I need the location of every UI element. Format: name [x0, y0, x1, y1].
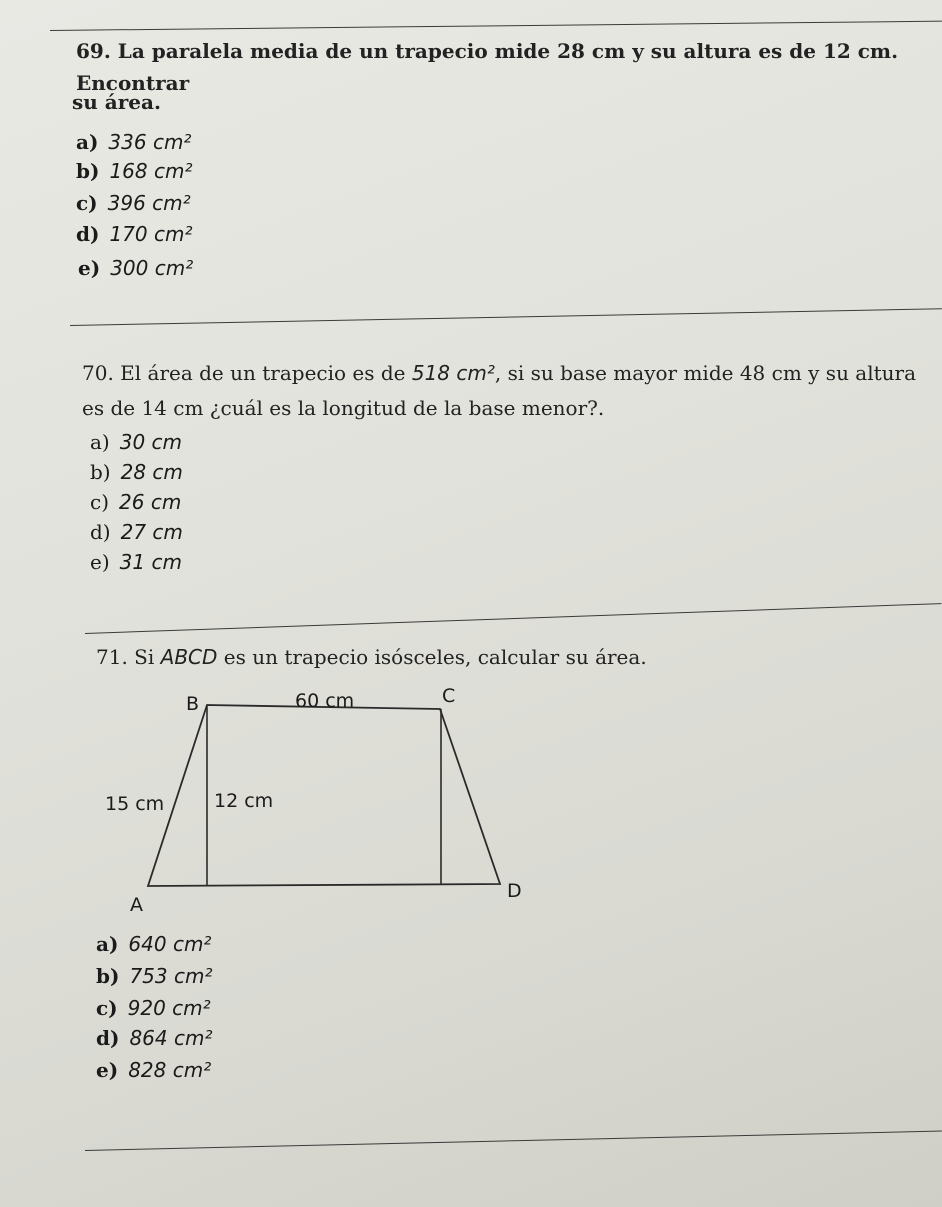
vertex-c-label: C: [442, 685, 456, 707]
option-value: 640 cm²: [128, 932, 212, 956]
option-value: 864 cm²: [129, 1026, 213, 1050]
q71-option-b[interactable]: [96, 962, 212, 990]
option-value: 170 cm²: [109, 222, 193, 246]
q70-number: 70.: [82, 361, 114, 385]
option-letter: e): [78, 256, 101, 280]
option-letter: c): [96, 996, 118, 1020]
vertex-d-label: D: [507, 880, 522, 902]
vertex-a-label: A: [130, 894, 143, 916]
option-letter: c): [76, 191, 98, 215]
q70-statement-line-2: es de 14 cm ¿cuál es la longitud de la base menor?.: [82, 396, 605, 420]
option-letter: b): [76, 159, 100, 183]
side-length-label: 15 cm: [105, 793, 165, 815]
option-letter: a): [90, 430, 110, 454]
q71-statement-b: es un trapecio isósceles, calcular su área.: [223, 645, 647, 669]
q69-number: 69.: [76, 39, 111, 63]
option-value: 396 cm²: [107, 191, 191, 215]
option-value: 920 cm²: [127, 996, 211, 1020]
vertex-b-label: B: [186, 693, 200, 715]
option-value: 828 cm²: [128, 1058, 212, 1082]
option-value: 753 cm²: [129, 964, 213, 988]
option-letter: e): [96, 1058, 119, 1082]
option-letter: a): [96, 932, 119, 956]
q71-number: 71.: [96, 645, 128, 669]
option-value: 30 cm: [119, 430, 183, 454]
q69-statement-line-1: La paralela media de un trapecio mide 28 cm y su altura es de 12 cm. Encontrar: [76, 39, 899, 95]
height-label: 12 cm: [214, 790, 274, 812]
option-value: 31 cm: [119, 550, 182, 574]
option-letter: d): [96, 1026, 120, 1050]
q71-trapezoid-name: ABCD: [160, 645, 218, 669]
option-letter: c): [90, 490, 110, 514]
q70-statement-b: , si su base mayor mide 48 cm y su altura: [494, 361, 917, 385]
option-letter: b): [90, 460, 111, 484]
q70-area-value: 518 cm²: [411, 361, 495, 385]
option-value: 336 cm²: [108, 130, 192, 154]
q71-option-d[interactable]: [96, 1024, 212, 1052]
option-value: 168 cm²: [109, 159, 193, 183]
option-value: 300 cm²: [110, 256, 194, 280]
top-base-label: 60 cm: [295, 690, 355, 712]
option-letter: b): [96, 964, 120, 988]
option-letter: d): [90, 520, 111, 544]
q71-option-a[interactable]: [96, 930, 211, 958]
q71-option-c[interactable]: [96, 994, 211, 1022]
option-value: 28 cm: [120, 460, 183, 484]
option-value: 27 cm: [120, 520, 183, 544]
option-letter: a): [76, 130, 99, 154]
q70-statement-a: El área de un trapecio es de: [120, 361, 406, 385]
q71-option-e[interactable]: [96, 1056, 211, 1084]
option-letter: e): [90, 550, 110, 574]
q69-statement-line-2: su área.: [72, 90, 161, 114]
option-letter: d): [76, 222, 100, 246]
q71-statement-a: Si: [134, 645, 155, 669]
option-value: 26 cm: [119, 490, 182, 514]
trapezoid-outline: [148, 705, 500, 886]
